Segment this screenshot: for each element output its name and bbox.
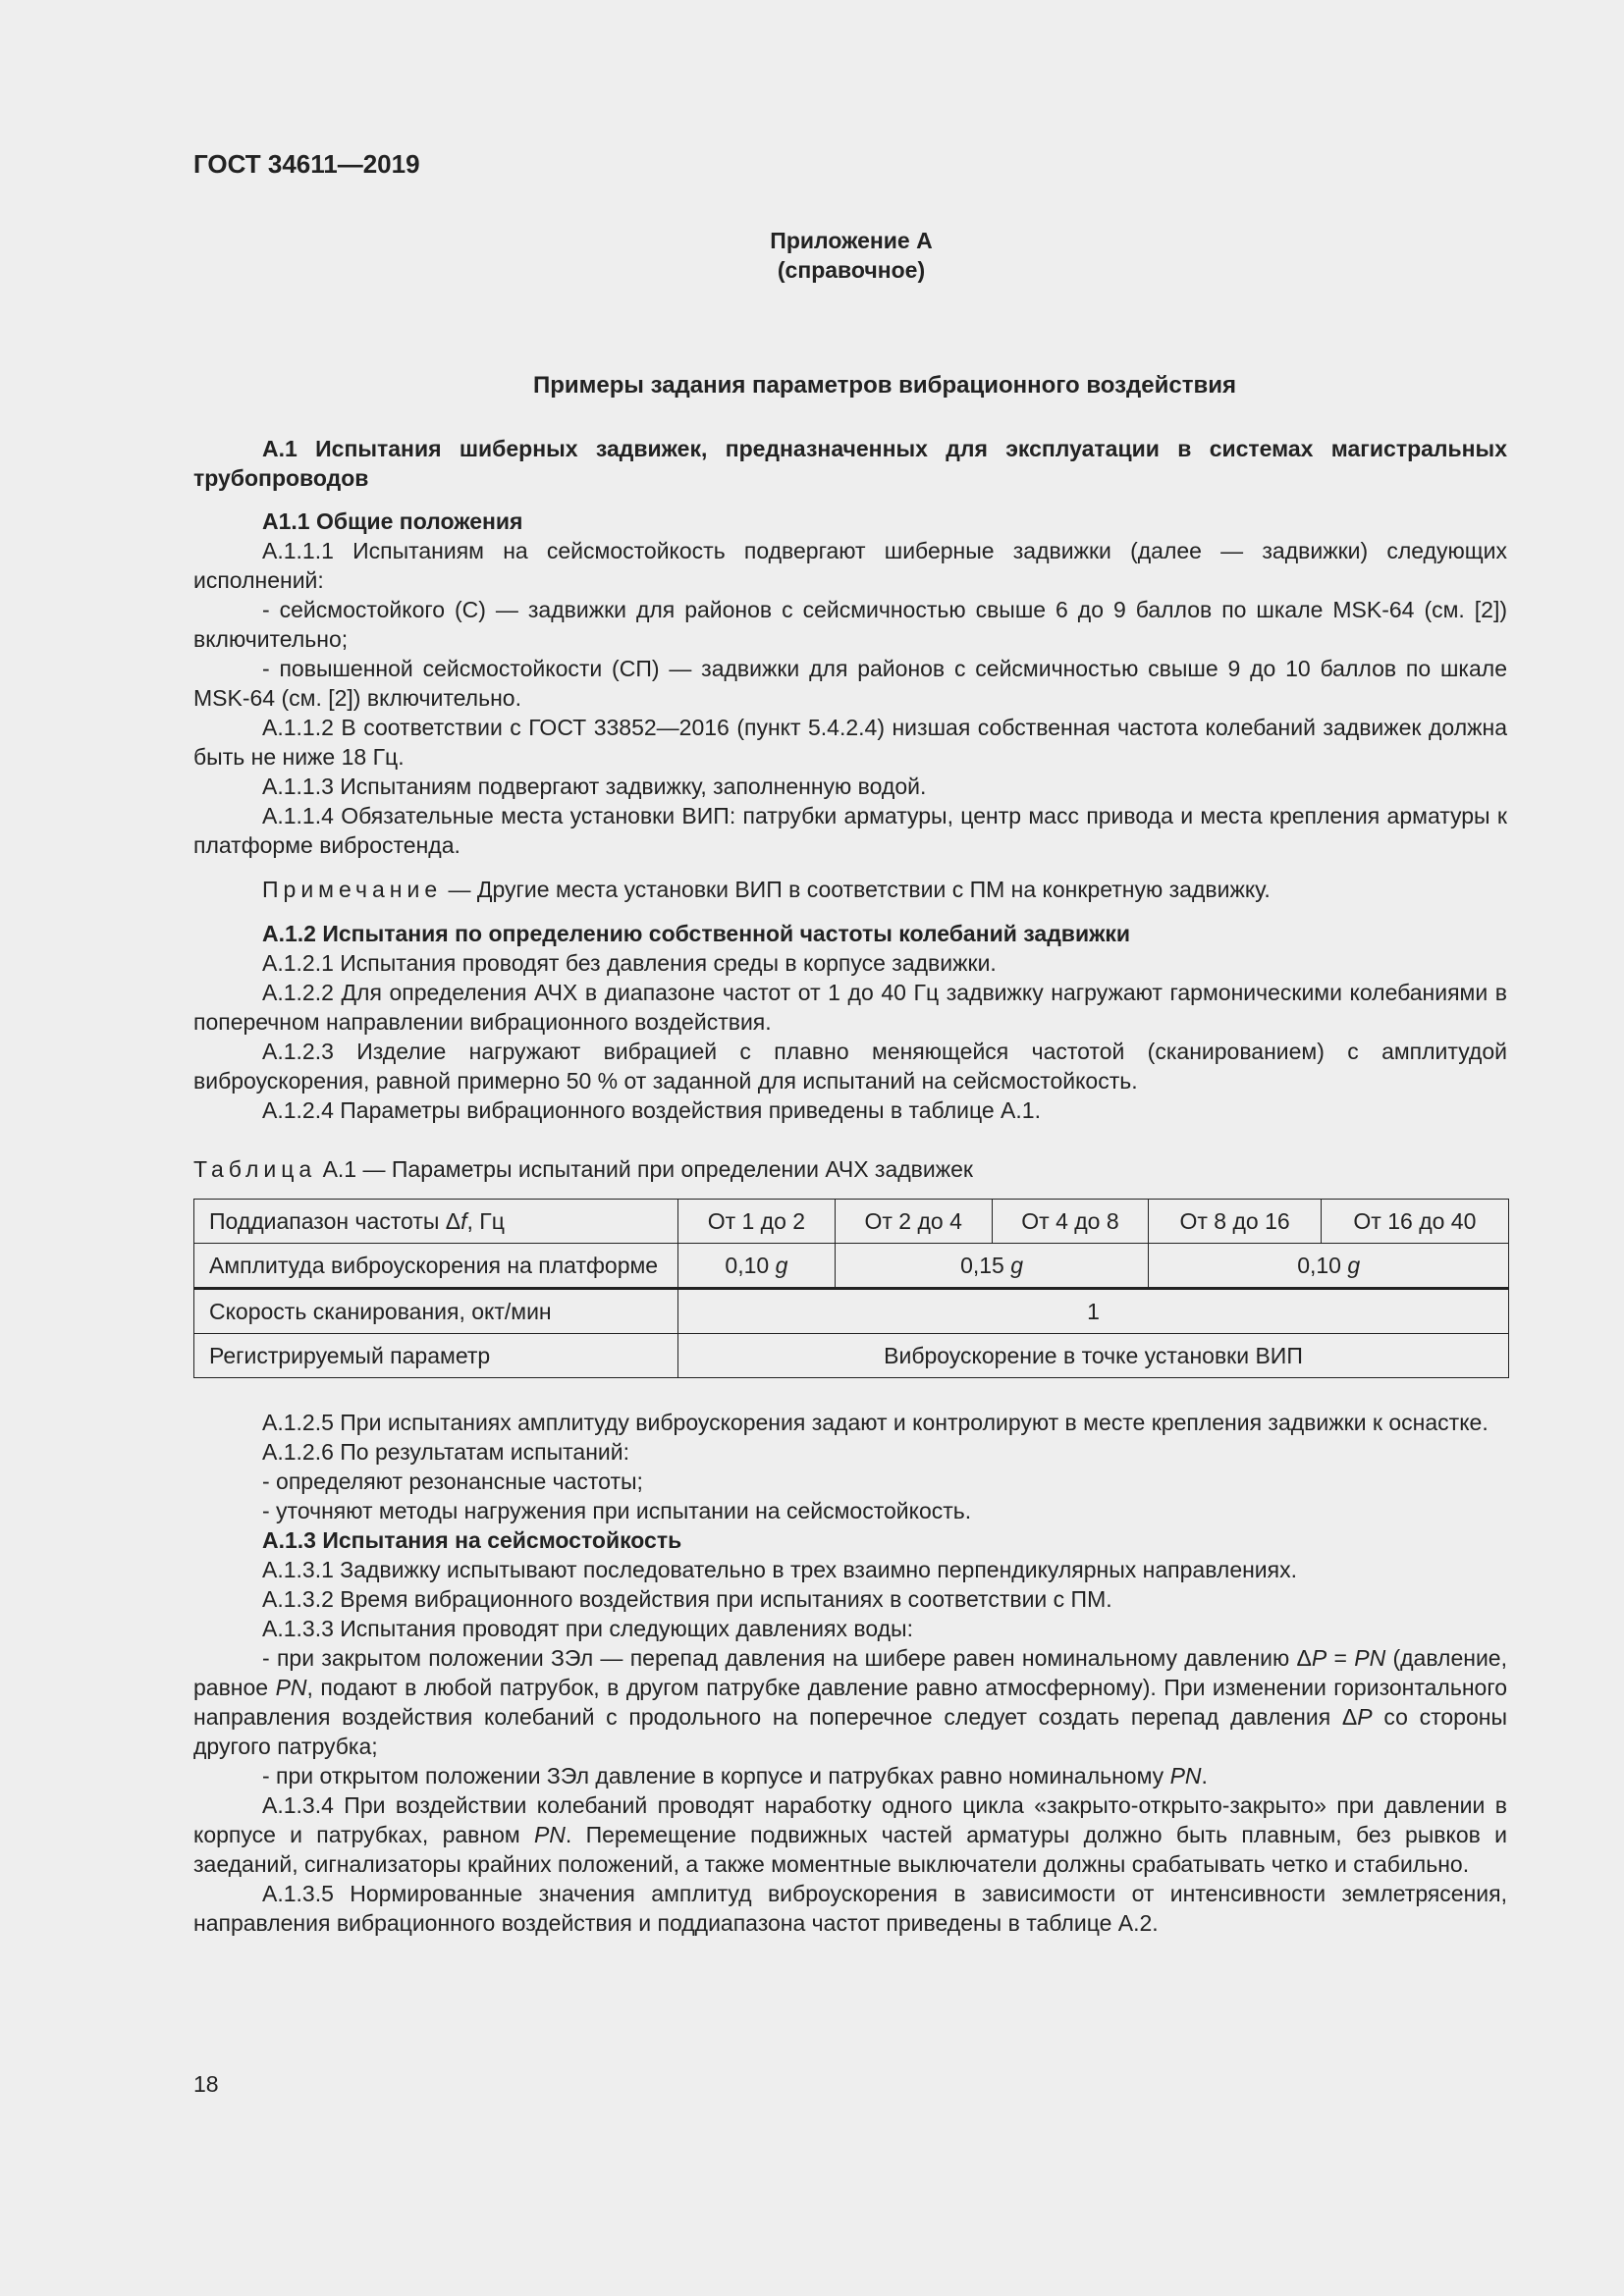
paragraph-a126: А.1.2.6 По результатам испытаний: — [262, 1439, 629, 1465]
section-a1-heading: А.1 Испытания шиберных задвижек, предназначенных для эксплуатации в системах магистральных трубопроводов — [193, 436, 1507, 491]
paragraph-a133: А.1.3.3 Испытания проводят при следующих давлениях воды: — [262, 1616, 913, 1641]
table-row — [194, 1289, 1509, 1334]
parameters-table — [193, 1199, 1509, 1378]
table-cell-registered-value: Виброускорение в точке установки ВИП — [678, 1334, 1509, 1378]
paragraph-a123: А.1.2.3 Изделие нагружают вибрацией с плавно меняющейся частотой (сканированием) с амплитудой виброускорения, равной примерно 50 % от заданной для испытаний на сейсмостойкость. — [193, 1039, 1507, 1094]
table-caption-label: Таблица — [193, 1156, 317, 1182]
table-cell-scan-speed: 1 — [678, 1289, 1509, 1334]
subsection-a11-heading: А1.1 Общие положения — [262, 508, 523, 534]
paragraph-a113: А.1.1.3 Испытаниям подвергают задвижку, заполненную водой. — [262, 774, 927, 799]
table-cell-registered-label: Регистрируемый параметр — [194, 1334, 678, 1378]
list-item-resonance: - определяют резонансные частоты; — [262, 1468, 643, 1494]
table-caption — [193, 1154, 1507, 1184]
note-text: — Другие места установки ВИП в соответствии с ПМ на конкретную задвижку. — [442, 877, 1271, 902]
table-row — [194, 1244, 1509, 1289]
paragraph-a135: А.1.3.5 Нормированные значения амплитуд виброускорения в зависимости от интенсивности землетрясения, направления вибрационного воздействия и поддиапазона частот приведены в таблице А.2. — [193, 1881, 1507, 1936]
paragraph-a122: А.1.2.2 Для определения АЧХ в диапазоне частот от 1 до 40 Гц задвижку нагружают гармоническими колебаниями в поперечном направлении вибрационного воздействия. — [193, 980, 1507, 1035]
document-body — [193, 371, 1507, 1938]
table-cell-range: От 2 до 4 — [835, 1200, 992, 1244]
list-item-seismic-c: - сейсмостойкого (С) — задвижки для районов с сейсмичностью свыше 6 до 9 баллов по шкале MSK-64 (см. [2]) включительно; — [193, 597, 1507, 652]
table-cell-range: От 8 до 16 — [1149, 1200, 1321, 1244]
table-cell-amplitude: 0,10 g — [1149, 1244, 1509, 1289]
appendix-title: Приложение А — [770, 228, 933, 253]
note — [193, 875, 1507, 904]
paragraph-a114: А.1.1.4 Обязательные места установки ВИП: патрубки арматуры, центр масс привода и места крепления арматуры к платформе вибростенда. — [193, 803, 1507, 858]
paragraph-a111: А.1.1.1 Испытаниям на сейсмостойкость подвергают шиберные задвижки (далее — задвижки) следующих исполнений: — [193, 538, 1507, 593]
note-label: Примечание — [262, 877, 443, 902]
table-row — [194, 1200, 1509, 1244]
table-row — [194, 1334, 1509, 1378]
paragraph-a125: А.1.2.5 При испытаниях амплитуду виброускорения задают и контролируют в месте крепления задвижки к оснастке. — [262, 1410, 1489, 1435]
paragraph-a131: А.1.3.1 Задвижку испытывают последовательно в трех взаимно перпендикулярных направлениях. — [262, 1557, 1298, 1582]
table-cell-scan-speed-label: Скорость сканирования, окт/мин — [194, 1289, 678, 1334]
main-title: Примеры задания параметров вибрационного воздействия — [532, 372, 1236, 399]
subsection-a12-heading: А.1.2 Испытания по определению собственной частоты колебаний задвижки — [262, 921, 1131, 946]
subsection-a13-heading: А.1.3 Испытания на сейсмостойкость — [262, 1527, 682, 1553]
document-code: ГОСТ 34611—2019 — [193, 149, 420, 179]
table-cell-range: От 1 до 2 — [678, 1200, 836, 1244]
table-cell-amplitude: 0,15 g — [835, 1244, 1149, 1289]
appendix-heading — [0, 226, 1624, 285]
appendix-type: (справочное) — [777, 257, 926, 283]
paragraph-a132: А.1.3.2 Время вибрационного воздействия при испытаниях в соответствии с ПМ. — [262, 1586, 1112, 1612]
table-cell-frequency-label: Поддиапазон частоты Δf, Гц — [194, 1200, 678, 1244]
page-number: 18 — [193, 2071, 219, 2097]
paragraph-a112: А.1.1.2 В соответствии с ГОСТ 33852—2016 (пункт 5.4.2.4) низшая собственная частота колебаний задвижек должна быть не ниже 18 Гц. — [193, 715, 1507, 770]
list-item-open-position: - при открытом положении ЗЭл давление в корпусе и патрубках равно номинальному PN. — [262, 1763, 1208, 1789]
table-cell-range: От 16 до 40 — [1321, 1200, 1508, 1244]
table-caption-text: А.1 — Параметры испытаний при определении АЧХ задвижек — [316, 1156, 973, 1182]
list-item-closed-position: - при закрытом положении ЗЭл — перепад давления на шибере равен номинальному давлению ΔP = PN (давление, равное PN, подают в любой патрубок, в другом патрубке давление равно атмосферному). При изменении горизонтального направления воздействия колебаний с продольного на поперечное следует создать перепад давления ΔP со стороны другого патрубка; — [193, 1645, 1508, 1759]
table-cell-amplitude: 0,10 g — [678, 1244, 836, 1289]
paragraph-a124: А.1.2.4 Параметры вибрационного воздействия приведены в таблице А.1. — [262, 1097, 1041, 1123]
list-item-seismic-sp: - повышенной сейсмостойкости (СП) — задвижки для районов с сейсмичностью свыше 9 до 10 баллов по шкале MSK-64 (см. [2]) включительно. — [193, 656, 1507, 711]
list-item-loading: - уточняют методы нагружения при испытании на сейсмостойкость. — [262, 1498, 972, 1523]
paragraph-a134: А.1.3.4 При воздействии колебаний проводят наработку одного цикла «закрыто-открыто-закрыто» при давлении в корпусе и патрубках, равном PN. Перемещение подвижных частей арматуры должно быть плавным, без рывков и заеданий, сигнализаторы крайних положений, а также моментные выключатели должны срабатывать четко и стабильно. — [193, 1792, 1507, 1877]
paragraph-a121: А.1.2.1 Испытания проводят без давления среды в корпусе задвижки. — [262, 950, 997, 976]
table-cell-amplitude-label: Амплитуда виброускорения на платформе — [194, 1244, 678, 1289]
table-cell-range: От 4 до 8 — [992, 1200, 1149, 1244]
